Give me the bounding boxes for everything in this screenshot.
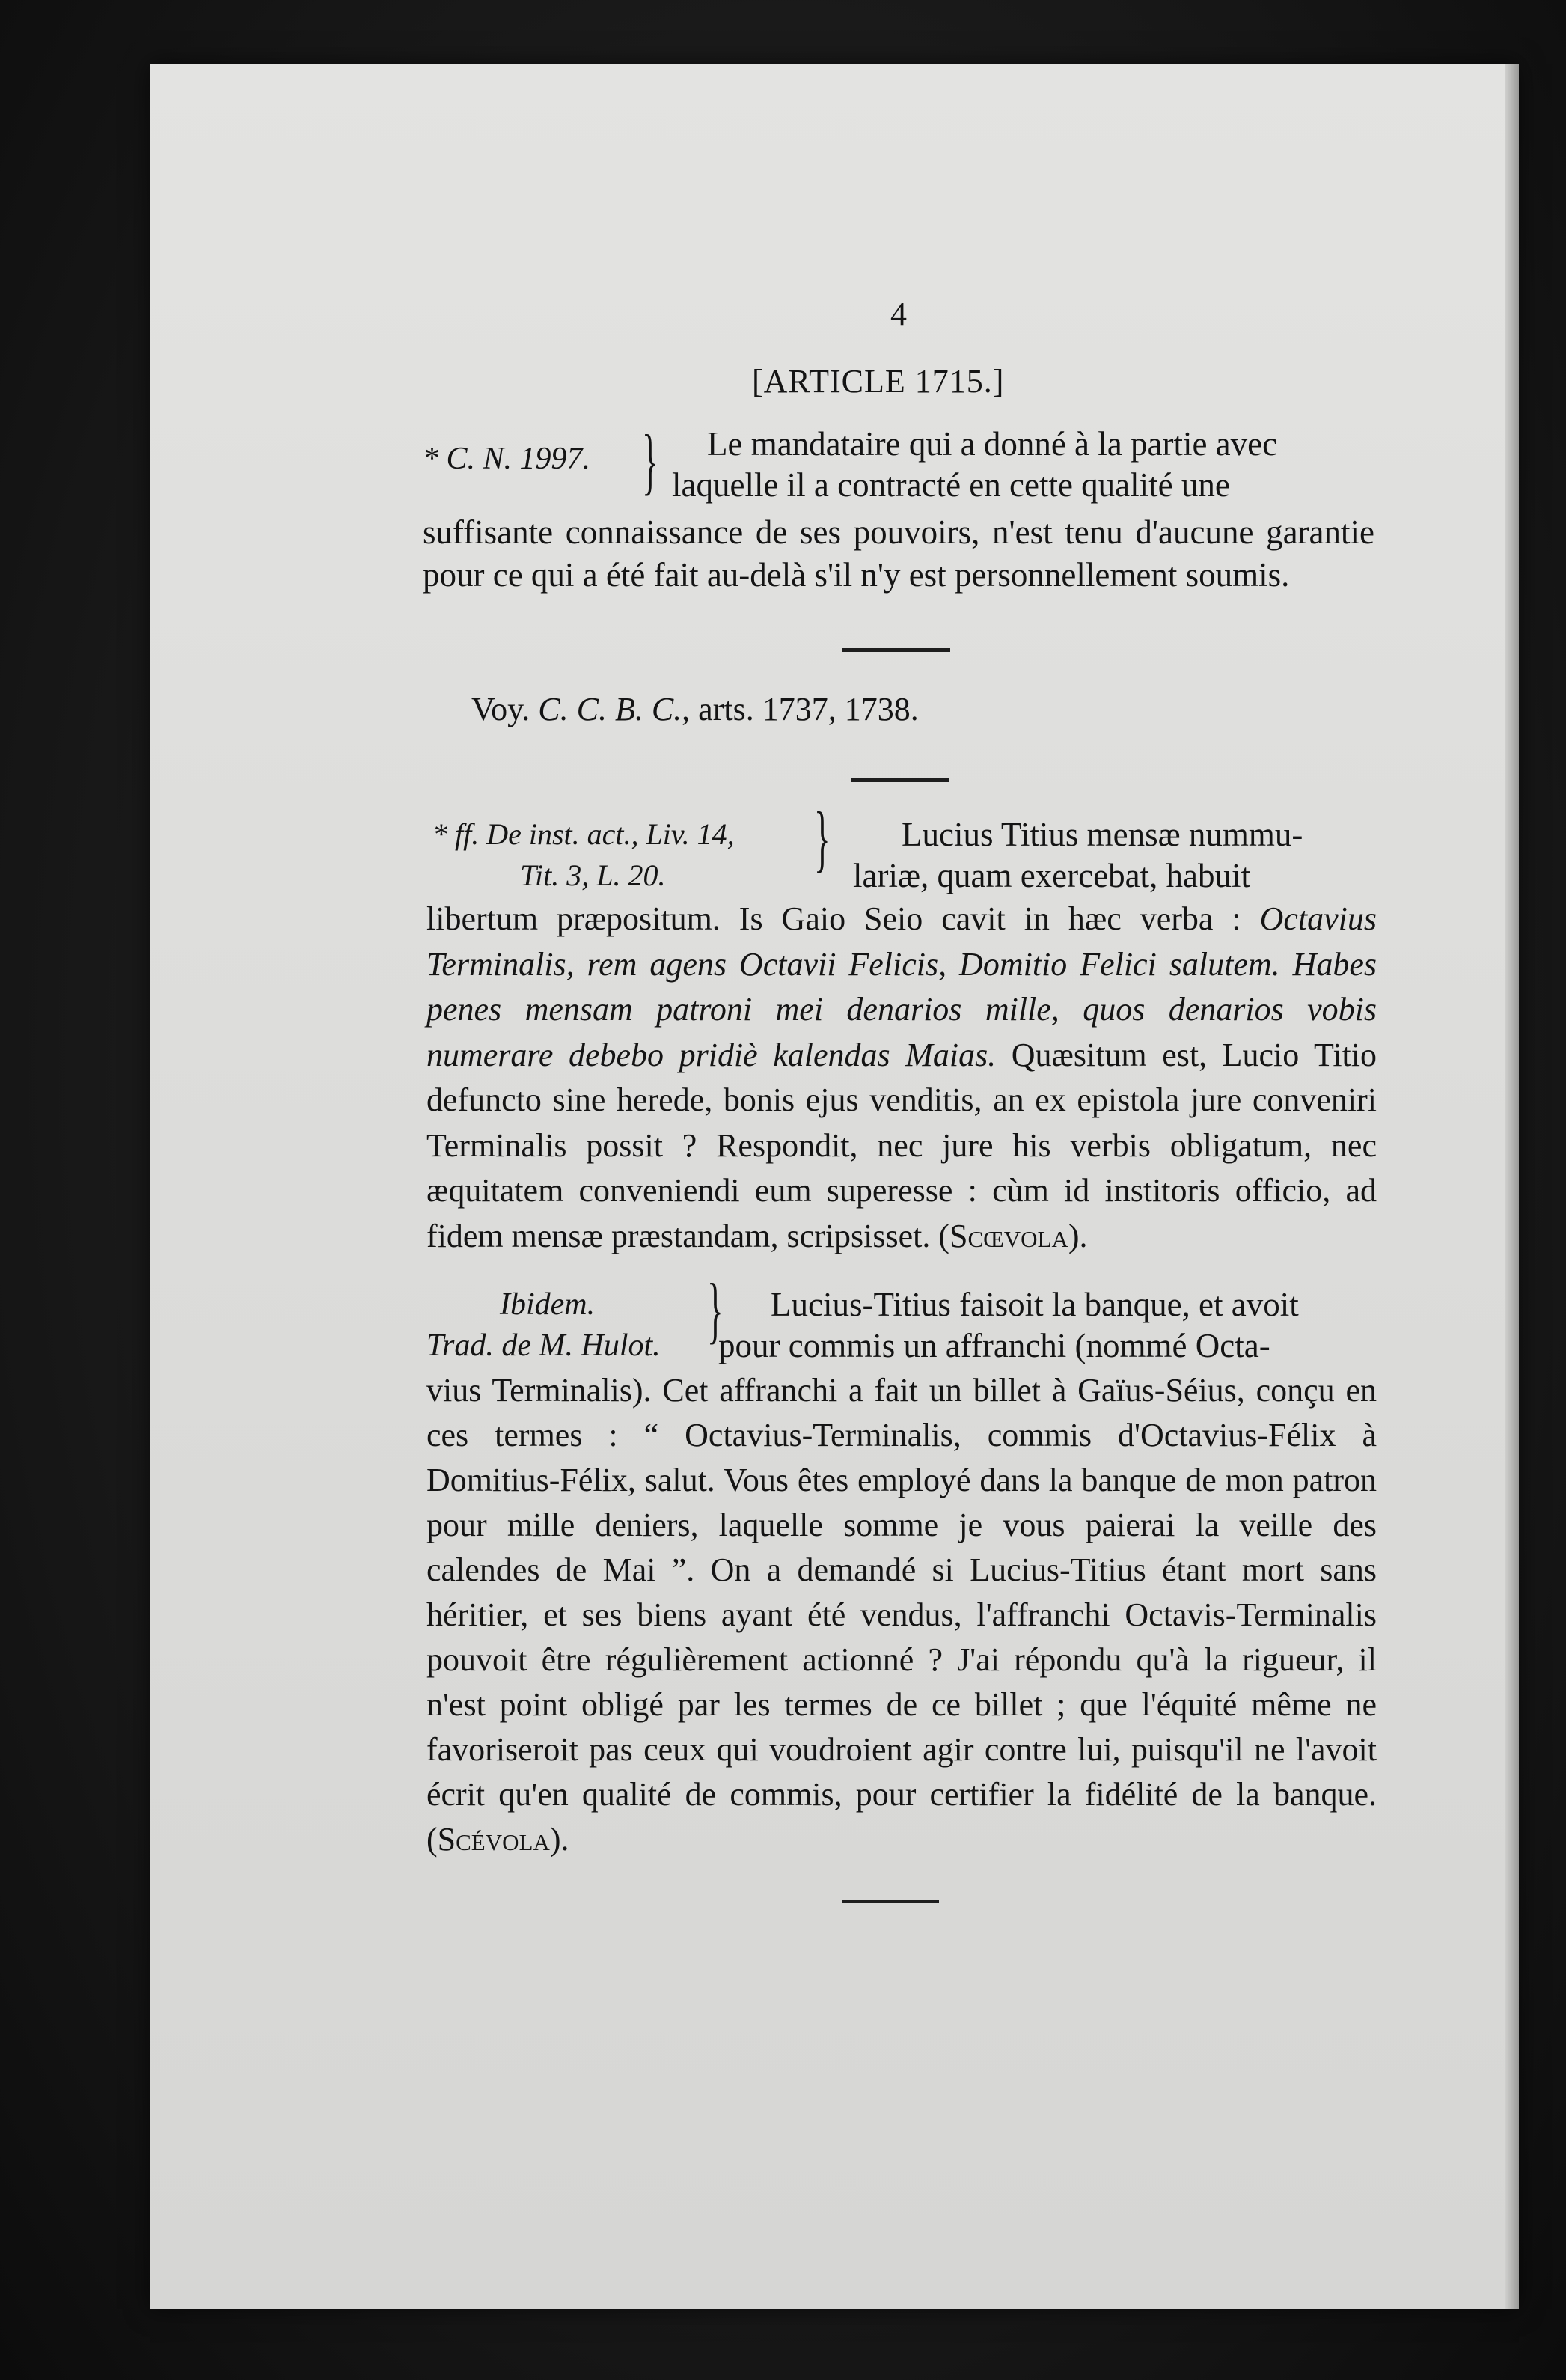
section2-line1: Lucius Titius mensæ nummu- xyxy=(902,816,1303,853)
digest-ref-line2: Tit. 3, L. 20. xyxy=(520,858,666,892)
separator-rule xyxy=(842,1900,939,1903)
separator-rule xyxy=(842,648,950,652)
section3-line2: pour commis un affranchi (nommé Octa- xyxy=(718,1327,1270,1364)
section2-text-end: Quæsitum est, Lucio Titio defuncto sine herede, bonis ejus venditis, an ex epistola jure conveniri Terminalis possit ? Respondit, nec jure his verbis obligatum, nec æquitatem conveniendi eum superesse : cùm id institoris officio, ad fidem mensæ præstandam, scripsisset. ( xyxy=(426,1036,1377,1254)
separator-rule xyxy=(851,778,949,782)
section3-line1: Lucius-Titius faisoit la banque, et avoit xyxy=(771,1286,1299,1323)
code-ref-text: * C. N. 1997. xyxy=(423,442,591,476)
section2-text-start: libertum præpositum. Is Gaio Seio cavit in hæc verba : xyxy=(426,900,1260,937)
section2-paragraph xyxy=(426,897,1377,1259)
brace-symbol: } xyxy=(642,419,658,502)
code-reference xyxy=(423,440,590,477)
section1-line1: Le mandataire qui a donné à la partie avec xyxy=(707,425,1278,463)
section2-line2: lariæ, quam exercebat, habuit xyxy=(853,857,1251,894)
section3-text: vius Terminalis). Cet affranchi a fait un billet à Gaïus-Séius, conçu en ces termes : “ Octavius-Terminalis, commis d'Octavius-Félix à Domitius-Félix, salut. Vous êtes employé dans la banque de mon patron pour mille deniers, laquelle somme je vous paierai la veille des calendes de Mai ”. On a demandé si Lucius-Titius étant mort sans héritier, et ses biens ayant été vendus, l'affranchi Octavis-Terminalis pouvoit être régulièrement actionné ? J'ai répondu qu'à la rigueur, il n'est point obligé par les termes de ce billet ; que l'équité même ne favoriseroit pas ceux qui voudroient agir contre lui, puisqu'il ne l'avoit écrit qu'en qualité de commis, pour certifier la fidélité de la banque. ( xyxy=(426,1372,1377,1858)
section2-author: Scœvola xyxy=(949,1217,1068,1254)
article-heading: [ARTICLE 1715.] xyxy=(752,363,1005,400)
translation-ref-line2: Trad. de M. Hulot. xyxy=(426,1328,661,1363)
page-edge xyxy=(1505,64,1519,2309)
digest-ref-line1: * ff. De inst. act., Liv. 14, xyxy=(432,817,735,851)
voy-code: C. C. B. C. xyxy=(538,691,682,727)
brace-symbol: } xyxy=(814,796,831,879)
translation-ref-line1: Ibidem. xyxy=(500,1287,596,1322)
section3-close: ). xyxy=(549,1821,569,1858)
section3-paragraph xyxy=(426,1368,1377,1862)
section3-author: Scévola xyxy=(437,1821,550,1858)
section1-paragraph: suffisante connaissance de ses pouvoirs, n'est tenu d'aucune garantie pour ce qui a été fait au-delà s'il n'y est personnellement soumis. xyxy=(423,513,1374,594)
voy-suffix: , arts. 1737, 1738. xyxy=(682,691,919,727)
section2-latin-quote: Octavius Terminalis, rem agens Octavii Felicis, Domitio Felici salutem. Habes penes mensam patroni mei denarios mille, quos denarios vobis numerare debebo pridiè kalendas Maias. xyxy=(426,900,1377,1073)
page-number: 4 xyxy=(890,296,907,332)
section2-close: ). xyxy=(1068,1217,1088,1254)
voy-reference xyxy=(471,689,919,730)
voy-prefix: Voy. xyxy=(471,691,530,727)
section1-line2: laquelle il a contracté en cette qualité une xyxy=(672,466,1230,504)
brace-symbol: } xyxy=(707,1268,724,1351)
